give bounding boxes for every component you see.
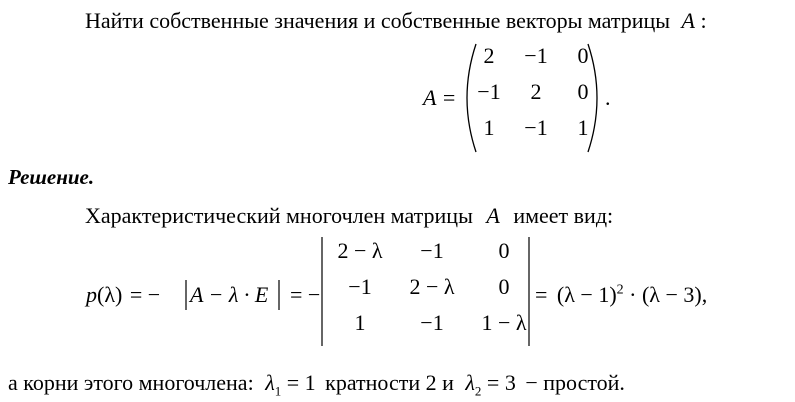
det-cell: 2 − λ — [409, 274, 455, 299]
det-cell: 2 − λ — [337, 238, 383, 263]
matrix-a-cell: 2 — [483, 43, 495, 68]
multiplication-dot: · — [629, 282, 637, 307]
task-text: Найти собственные значения и собственные векторы матрицы — [85, 8, 671, 33]
roots-mid: кратности 2 и — [325, 370, 454, 395]
task-matrix-symbol: A — [681, 8, 695, 33]
det-cell: 0 — [498, 274, 510, 299]
matrix-a-cell: 2 — [530, 79, 542, 104]
matrix-a-period: . — [605, 85, 611, 110]
det-cell: −1 — [348, 274, 372, 299]
lambda-one-index: 1 — [274, 383, 282, 399]
char-intro-pre: Характеристический многочлен матрицы — [85, 203, 473, 228]
lambda-one: λ — [265, 370, 275, 395]
roots-pre: а корни этого многочлена: — [8, 370, 254, 395]
matrix-a-cell: −1 — [524, 43, 548, 68]
roots-post: − простой. — [525, 370, 625, 395]
char-poly-rhs: = $(\lambda - 1)^2 \cdot (\lambda - 3)$, — [535, 282, 708, 307]
factor-two: (λ − 3) — [641, 282, 702, 307]
matrix-a-cell: 1 — [483, 115, 495, 140]
matrix-a-lhs: A = — [423, 85, 457, 110]
lambda-two-value: = 3 — [486, 370, 516, 395]
char-intro-post: имеет вид: — [513, 203, 614, 228]
matrix-a-cell: −1 — [477, 79, 501, 104]
det-cell: −1 — [420, 310, 444, 335]
matrix-a-cell: 1 — [577, 115, 589, 140]
lambda-one-value: = 1 — [286, 370, 316, 395]
lambda-two-index: 2 — [474, 383, 482, 399]
factor-one: (λ − 1) — [556, 282, 617, 307]
abs-expression: A − λ · E — [190, 282, 269, 307]
matrix-a-cell: 0 — [577, 79, 589, 104]
det-cell: −1 — [420, 238, 444, 263]
char-poly-eq2: = − — [290, 282, 321, 307]
matrix-a-cell: 0 — [577, 43, 589, 68]
task-colon: : — [700, 8, 707, 33]
char-poly-lhs: p(λ) = − — [86, 282, 161, 307]
matrix-a-cell: −1 — [524, 115, 548, 140]
det-cell: 0 — [498, 238, 510, 263]
matrix-a-right-paren — [588, 44, 597, 152]
matrix-a-left-paren — [467, 44, 476, 152]
char-intro-symbol: A — [486, 203, 500, 228]
det-cell: 1 — [354, 310, 366, 335]
factor-exponent: 2 — [616, 282, 624, 298]
solution-heading: Решение. — [8, 165, 95, 189]
det-cell: 1 − λ — [481, 310, 527, 335]
lambda-two: λ — [465, 370, 475, 395]
